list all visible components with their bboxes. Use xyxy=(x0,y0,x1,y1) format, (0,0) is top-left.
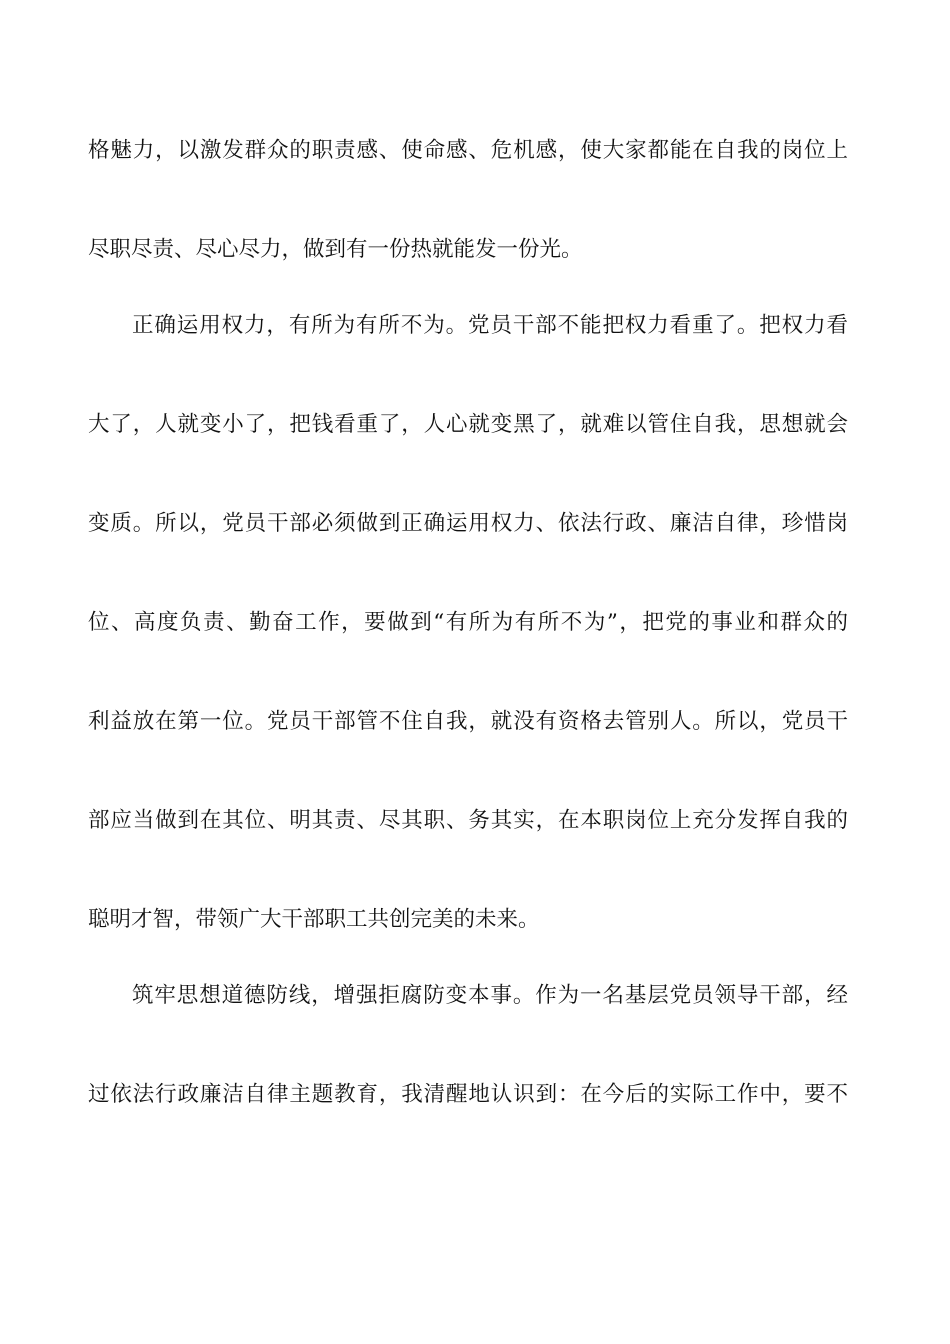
text-line: 尽职尽责、尽心尽力，做到有一份热就能发一份光。 xyxy=(88,237,583,262)
text-line: 变质。所以，党员干部必须做到正确运用权力、依法行政、廉洁自律，珍惜岗 xyxy=(88,511,848,536)
text-line: 大了，人就变小了，把钱看重了，人心就变黑了，就难以管住自我，思想就会 xyxy=(88,412,848,437)
paragraph-start-line: 筑牢思想道德防线，增强拒腐防变本事。作为一名基层党员领导干部，经 xyxy=(132,983,848,1008)
paragraph-start-line: 正确运用权力，有所为有所不为。党员干部不能把权力看重了。把权力看 xyxy=(132,313,848,338)
text-line: 聪明才智，带领广大干部职工共创完美的未来。 xyxy=(88,907,540,932)
text-line: 格魅力，以激发群众的职责感、使命感、危机感，使大家都能在自我的岗位上 xyxy=(88,138,848,163)
text-line: 位、高度负责、勤奋工作，要做到“有所为有所不为”，把党的事业和群众的 xyxy=(88,610,848,635)
text-line: 部应当做到在其位、明其责、尽其职、务其实，在本职岗位上充分发挥自我的 xyxy=(88,808,848,833)
text-line: 利益放在第一位。党员干部管不住自我，就没有资格去管别人。所以，党员干 xyxy=(88,709,848,734)
text-line: 过依法行政廉洁自律主题教育，我清醒地认识到：在今后的实际工作中，要不 xyxy=(88,1082,848,1107)
